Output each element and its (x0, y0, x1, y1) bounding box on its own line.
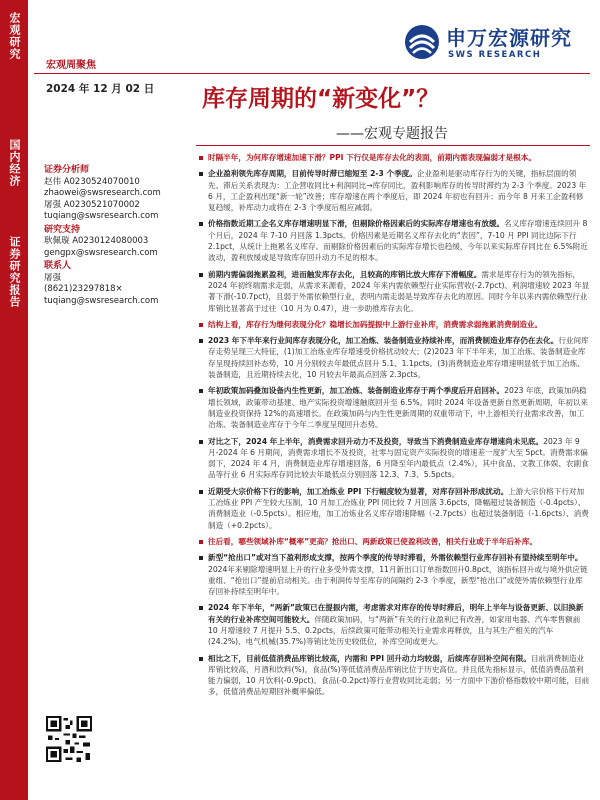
report-date: 2024 年 12 月 02 日 (46, 83, 155, 95)
bullet-icon (199, 273, 203, 277)
contact-email[interactable]: tuqiang@swsresearch.com (44, 295, 159, 306)
bullet-icon (199, 490, 203, 494)
tab-domestic-economy: 国内经济 (8, 139, 21, 187)
bullet-icon (199, 156, 203, 160)
report-series: 宏观周聚焦 (46, 60, 96, 71)
point-sector-divergence-text: 行业间库存走势呈现三大特征，(1)加工冶炼业库存增速受价格扰动较大；(2)2023 年下半年来，加工冶炼、装备制造业库存呈现持续回补态势，10 月分别较去年最低点回升 5.1、1.1pcts。(3)消费制造业库存增速明显低于加工冶炼、装备制造，且近期持续去化，10 月较去年最高点回落 2.3pcts。 (208, 336, 589, 380)
point-commodity-prices (198, 486, 590, 531)
point-nominal-inventory-bold: 价格指数近期工企名义库存增速明显下滑，但剔除价格因素后的实际库存增速也有放缓。 (208, 219, 505, 229)
point-low-value-consumer-text: 目前消费制造业库销比较高，月酒和饮料(%)，食品(%)等低值消费品库销比位于历史高位。并且低先指标显示，低值消费品盈利能力偏弱，10 月饮料(-0.9pct)、食品(-0.2pct)等行业营收同比走弱；另一方面中下游价格指数较中期可能，目前多，低值消费品短期回补概率偏低。 (208, 653, 590, 697)
point-weak-demand-bold: 前期内需偏弱拖累盈利，进而触发库存去化，且较高的库销比放大库存下滑幅度。 (208, 269, 482, 279)
point-weak-demand-text: 需求是库存行为的领先指标，2024 年初终端需求走弱，从需求来源看，2024 年来内需依赖型行业实际营收(-2.7pct)、利润增速较 2023 年显著下滑(-10.7pct)，且弱于外需依赖型行业，表明内需走弱是导致库存去化的原因。同时今年以来内需依赖型行业库销比显著高于过往（10 月为 0.47），进一步助推库存去化。 (208, 269, 590, 313)
tab-macro-research: 宏观研究 (8, 12, 21, 60)
key-point-2 (198, 319, 590, 330)
analysts-heading: 证券分析师 (44, 165, 90, 175)
key-point-2-text: 结构上看，库存行为继何表现分化？稳增长加码提振中上游行业补库，消费需求弱拖累消费制造业。 (208, 319, 543, 329)
bullet-icon (199, 556, 203, 560)
page-title: 库存周期的“新变化”？ (202, 86, 440, 112)
point-nominal-inventory-text: 名义库存增速连续回升 8 个月后，2024 年 7-10 月回落 1.3pcts。价格因素是近期名义库存去化的“表因”，7-10 月 PPI 同比边际下行 2.1pct，从统计上拖累名义库存。而剔除价格因素后的实际库存增长也趋缓，今年以来实际库存同比在 6.5%附近波动，盈利放缓或是导致库存回升动力不足的根本。 (208, 219, 588, 263)
point-sector-divergence (198, 335, 590, 380)
contact-heading: 联系人 (44, 261, 72, 271)
tab-securities-report: 证券研究报告 (8, 236, 21, 308)
point-consumption-weak-text: 2023 年 9 月-2024 年 6 月期间，消费需求增长不及投资，社零与固定资产实际投资的增速差一度扩大至 5pct。消费需求偏弱下，2024 年 4 月，消费制造业库存增速回落，6 月降至年内最低点（2.4%），其中食品、文教工体娱、农副食品等行业 6 月实际库存同比较去年最低点分别回落 12.3、7.3、5.5pcts。 (208, 436, 589, 480)
point-nominal-inventory (198, 218, 590, 263)
brand-logo (404, 22, 584, 66)
bullet-icon (199, 540, 203, 544)
bullet-icon (199, 172, 203, 176)
point-sector-divergence-bold: 2023 年下半年来行业间库存表现分化，加工冶炼、装备制造业持续补库，而消费制造业库存仍在去化。 (208, 336, 559, 346)
contact-phone: (8621)23297818× (44, 284, 123, 294)
point-weak-demand (198, 269, 590, 314)
analyst-1-email[interactable]: zhaowei@swsresearch.com (44, 188, 161, 198)
logo-emblem-icon (404, 24, 440, 60)
point-low-value-consumer-bold: 相比之下，目前低值消费品库销比较高，内需和 PPI 回升动力均较弱，后续库存回补空间有限。 (208, 653, 531, 663)
key-point-1-text: 时隔半年，为何库存增速加速下滑？PPI 下行仅是库存去化的表面，前期内需表现偏弱才是根本。 (208, 153, 536, 162)
point-two-new-policies-text: 伴随政策加码，与“两新”有关的行业盈利已有改善，如家用电器、汽车零售额前 10 月增速较 7 月提升 5.5、0.2pcts，后续政策可能带动相关行业需求再释放，且与其生产相关的汽车(24.2%)、电气机械(35.7%)等销比处历史较低位，补库空间或更大。 (208, 614, 581, 647)
key-point-3-text: 往后看，哪些领域补库“概率”更高？抢出口、两新政策已使盈利改善，相关行业或于半年后补库。 (208, 536, 537, 546)
point-policy-equipment-text: 2023 年底，政策加码稳增长领域，政策带动基建、地产实际投资增速触底回升至 6.5%。同时 2024 年设备更新自然更新周期，年初以来制造业投资保持 12%的高速增长。在政策加码与内生性更新周期的双重带动下，中上游相关行业需求改善，加工冶炼、装备制造业库存于今年二季度呈现回升态势。 (208, 386, 588, 430)
title-divider (196, 145, 590, 146)
analyst-2-email[interactable]: tuqiang@swsresearch.com (44, 211, 159, 221)
point-consumption-weak-bold: 对比之下，2024 年上半年，消费需求回升动力不及投资，导致当下消费制造业库存增速尚未见底。 (208, 436, 544, 446)
point-profit-lead-text: 企业盈利是驱动库存行为的关键，指标层面的领先、滞后关系表现为：工企营收同比+利润同比→库存同比，盈利影响库存的传导时滞约为 2-3 个季度。2023 年 6 月，工企盈利出现“新一轮”改善；库存增速在两个季度后，即 2024 年初也有回升；而今年 8 月来工企盈利修复趋缓，补库动力或将在 2-3 个季度后相应减弱。 (208, 169, 587, 213)
bullet-icon (199, 222, 203, 226)
support-heading: 研究支持 (44, 224, 81, 235)
left-category-bar (0, 0, 28, 800)
support-1-email[interactable]: gengpx@swsresearch.com (44, 247, 158, 258)
point-commodity-prices-bold: 近期受大宗价格下行的影响，加工冶炼业 PPI 下行幅度较为显著，对库存回补形成扰动。 (208, 486, 509, 496)
analyst-2-name: 屠强 A0230521070002 (44, 199, 140, 210)
bullet-icon (199, 389, 203, 393)
point-policy-equipment (198, 385, 590, 430)
analyst-panel (44, 163, 192, 307)
point-export-rush-text: 2024年来剔除增速明显上升的行业多受外需支撑，11月新出口订单指数回升0.8pct，该指标回升或与境外供应链重组、“抢出口”提前启动相关。由于利润传导至库存的间隔约 2-3 个季度，新型“抢出口”或使外需依赖型行业库存回补持续至明年中。 (208, 564, 588, 597)
point-commodity-prices-text: 上游大宗价格下行对加工冶炼业 PPI 产生较大压制，10 月加工冶炼业 PPI 同比较 7 月回落 3.6pcts，降幅超过装备制造（-0.4pcts）、消费制造业（-0.5pcts）。相应地，加工冶炼业名义库存增速降幅（-2.7pcts）也超过装备制造（-1.6pcts）、消费制造（+0.2pcts）。 (208, 486, 589, 530)
qr-code-icon (46, 716, 92, 762)
point-two-new-policies-bold: 2024 年下半年，“两新”政策已在提振内需，考虑需求对库存的传导时滞后，明年上半年与设备更新、以旧换新有关的行业补库空间可能较大。 (208, 603, 584, 624)
bullet-icon (199, 440, 203, 444)
bullet-icon (199, 657, 203, 661)
point-profit-lead-bold: 企业盈利领先库存周期，目前传导时滞已缩短至 2-3 个季度。 (208, 169, 417, 179)
contact-name: 屠强 (44, 272, 62, 283)
logo-text-cn: 申万宏源研究 (446, 26, 572, 50)
report-body (198, 152, 590, 703)
page-subtitle: ——宏观专题报告 (336, 126, 448, 142)
support-1-name: 耿佩璇 A0230124080003 (44, 236, 149, 246)
bullet-icon (199, 339, 203, 343)
point-export-rush (198, 552, 590, 597)
point-profit-lead (198, 168, 590, 213)
point-policy-equipment-bold: 年初政策加码叠加设备内生性更新，加工冶炼、装备制造业库存于两个季度后开启回补。 (208, 386, 505, 396)
point-export-rush-bold: 新型“抢出口”或对当下盈利形成支撑，按两个季度的传导时滞看，外需依赖型行业库存回补有望持续至明年中。 (208, 553, 583, 563)
logo-text-en: SWS RESEARCH (448, 50, 542, 60)
analyst-1-name: 赵伟 A0230524070010 (44, 176, 140, 187)
point-consumption-weak (198, 436, 590, 481)
point-low-value-consumer (198, 653, 590, 698)
bullet-icon (199, 606, 203, 610)
key-point-1 (198, 152, 590, 163)
key-point-3 (198, 536, 590, 547)
point-two-new-policies (198, 602, 590, 647)
bullet-icon (199, 323, 203, 327)
header-divider (34, 73, 590, 74)
